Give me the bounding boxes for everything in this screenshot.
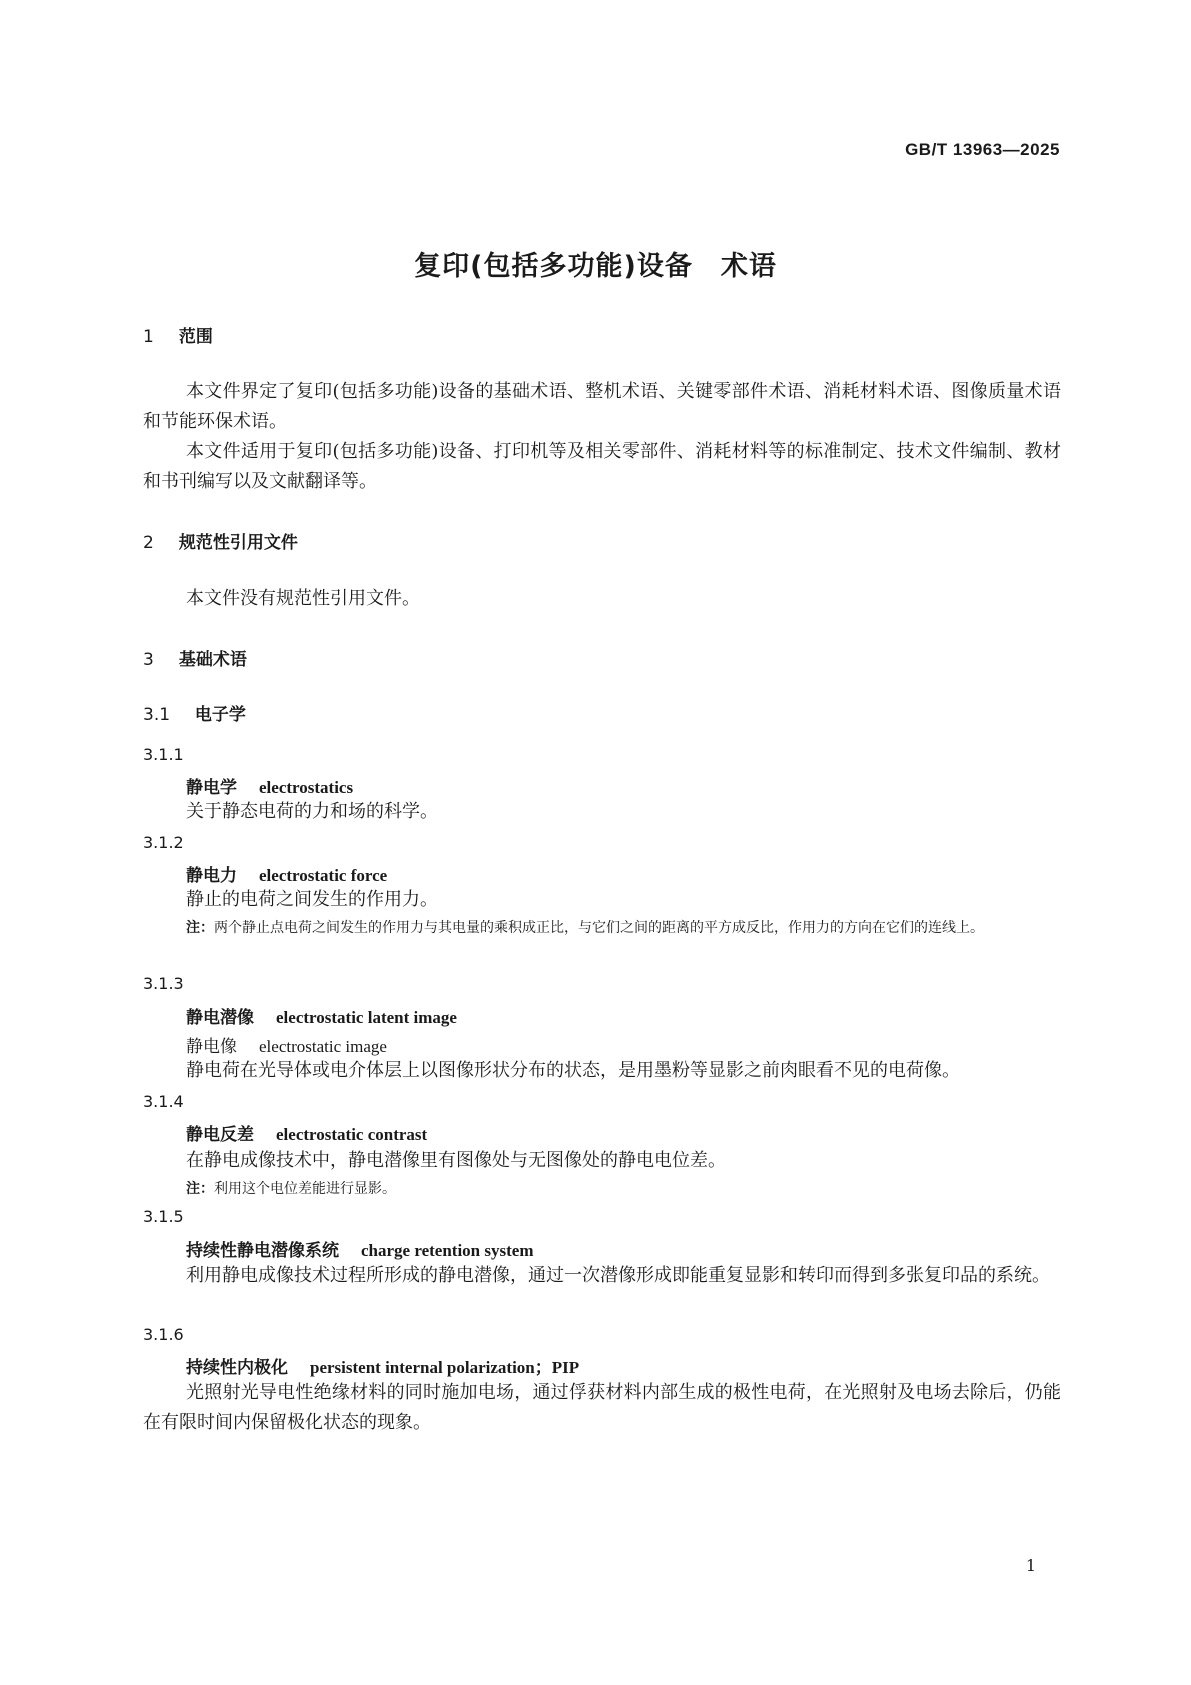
section-1-heading: [143, 322, 213, 347]
term-chinese: 静电反差: [186, 1125, 254, 1145]
section-title: 范围: [178, 327, 213, 347]
note-label: 注：: [186, 920, 214, 936]
term-chinese: 静电学: [186, 778, 237, 798]
section-title: 基础术语: [178, 650, 247, 670]
term-entry: [186, 1120, 427, 1145]
term-chinese: 静电潜像: [186, 1008, 254, 1028]
synonym-english: electrostatic image: [259, 1037, 387, 1056]
subsection-3-1-heading: [143, 700, 246, 725]
section-3-heading: [143, 645, 247, 670]
term-number: 3.1.2: [143, 833, 184, 852]
standard-number: GB/T 13963—2025: [905, 140, 1060, 159]
section-number: 3: [143, 650, 154, 670]
term-chinese: 持续性静电潜像系统: [186, 1241, 339, 1261]
term-entry: [186, 1236, 533, 1261]
term-number: 3.1.1: [143, 745, 184, 764]
term-note: [186, 1175, 1090, 1203]
term-entry: [186, 773, 353, 798]
term-number: 3.1.4: [143, 1092, 184, 1111]
term-english: persistent internal polarization；PIP: [310, 1358, 580, 1377]
term-synonym: [186, 1032, 387, 1057]
term-number: 3.1.5: [143, 1207, 184, 1226]
synonym-chinese: 静电像: [186, 1037, 237, 1057]
note-label: 注：: [186, 1181, 214, 1197]
subsection-title: 电子学: [194, 705, 246, 725]
term-chinese: 静电力: [186, 866, 237, 886]
term-chinese: 持续性内极化: [186, 1358, 288, 1378]
term-english: electrostatics: [259, 778, 354, 797]
term-definition: 光照射光导电性绝缘材料的同时施加电场，通过俘获材料内部生成的极性电荷，在光照射及电场去除后，仍能在有限时间内保留极化状态的现象。: [143, 1382, 1061, 1433]
section-2-heading: [143, 528, 298, 553]
scope-paragraph-1: 本文件界定了复印(包括多功能)设备的基础术语、整机术语、关键零部件术语、消耗材料术语、图像质量术语和节能环保术语。: [143, 381, 1061, 432]
term-definition: 静电荷在光导体或电介体层上以图像形状分布的状态，是用墨粉等显影之前肉眼看不见的电荷像。: [186, 1060, 960, 1081]
section-number: 2: [143, 533, 154, 553]
normative-references-paragraph: 本文件没有规范性引用文件。: [186, 588, 420, 609]
term-entry: [186, 1003, 457, 1028]
document-title: 复印(包括多功能)设备 术语: [414, 251, 777, 282]
subsection-number: 3.1: [143, 705, 171, 725]
note-text: 两个静止点电荷之间发生的作用力与其电量的乘积成正比，与它们之间的距离的平方成反比，作用力的方向在它们的连线上。: [214, 920, 984, 936]
term-english: electrostatic contrast: [276, 1125, 428, 1144]
term-definition: 利用静电成像技术过程所形成的静电潜像，通过一次潜像形成即能重复显影和转印而得到多张复印品的系统。: [186, 1265, 1050, 1286]
page-number: 1: [1025, 1556, 1036, 1575]
note-text: 利用这个电位差能进行显影。: [214, 1181, 396, 1197]
scope-paragraph-2: 本文件适用于复印(包括多功能)设备、打印机等及相关零部件、消耗材料等的标准制定、技术文件编制、教材和书刊编写以及文献翻译等。: [143, 441, 1061, 492]
term-english: charge retention system: [361, 1241, 534, 1260]
term-english: electrostatic latent image: [276, 1008, 457, 1027]
term-definition: 在静电成像技术中，静电潜像里有图像处与无图像处的静电电位差。: [186, 1150, 726, 1171]
term-definition: 静止的电荷之间发生的作用力。: [186, 889, 438, 910]
term-entry: [186, 1353, 579, 1378]
term-definition: 关于静态电荷的力和场的科学。: [186, 801, 438, 822]
term-note: [186, 914, 1090, 942]
term-english: electrostatic force: [259, 866, 388, 885]
term-entry: [186, 861, 387, 886]
section-title: 规范性引用文件: [178, 533, 298, 553]
term-number: 3.1.3: [143, 974, 184, 993]
term-number: 3.1.6: [143, 1325, 184, 1344]
section-number: 1: [143, 327, 154, 347]
